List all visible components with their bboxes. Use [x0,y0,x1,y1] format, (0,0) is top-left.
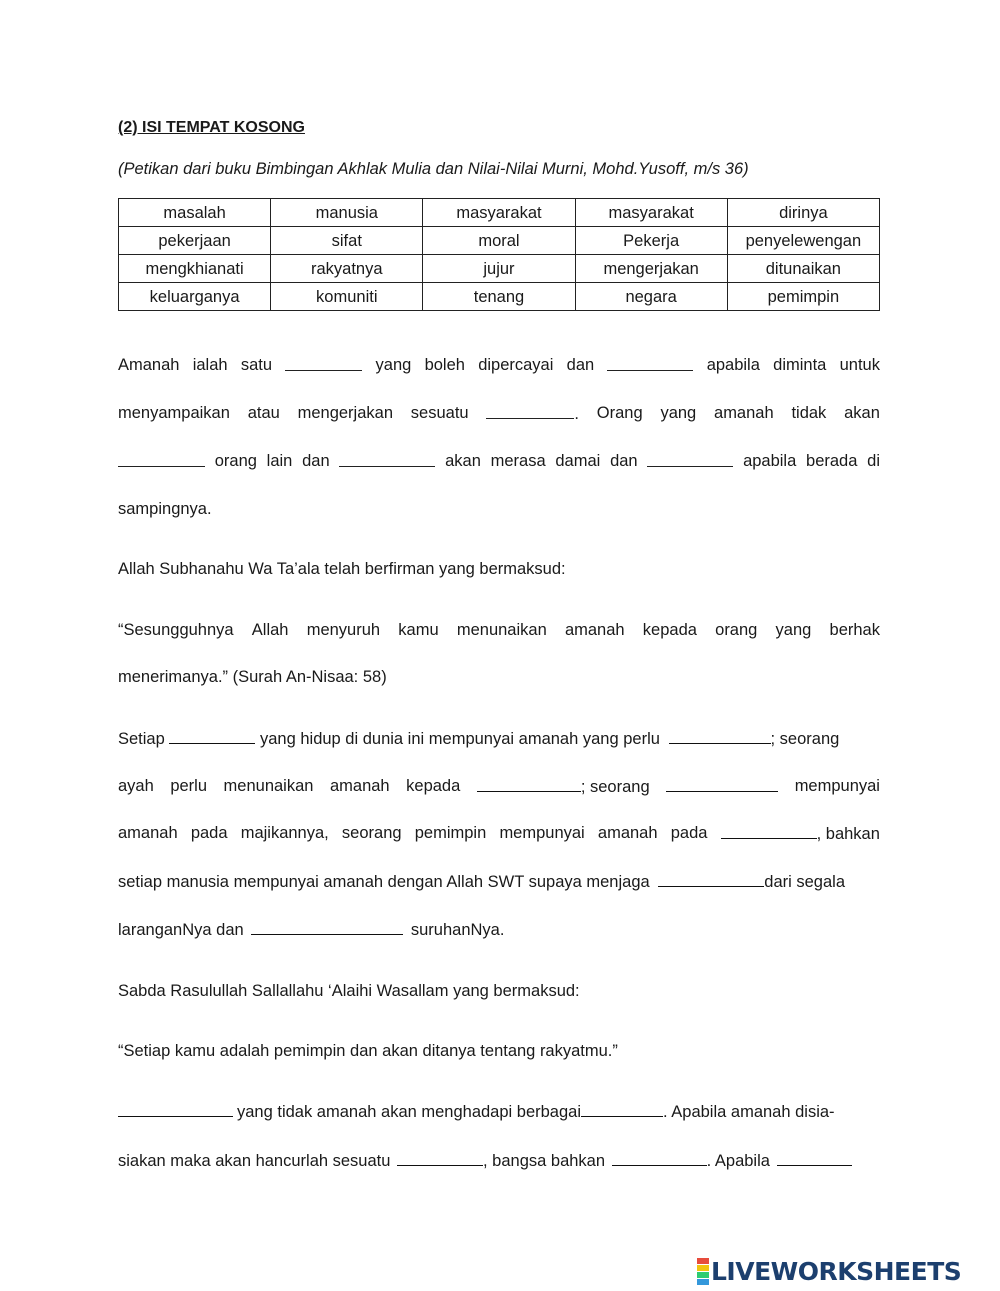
table-cell: Pekerja [575,227,727,255]
table-cell: moral [423,227,575,255]
liveworksheets-logo [697,1256,961,1286]
table-row [119,227,880,255]
quote1-line1: “Sesungguhnya Allah menyuruh kamu menunaikan amanah kepada orang yang berhak [118,621,880,639]
section-heading: (2) ISI TEMPAT KOSONG [118,119,305,136]
allah-intro: Allah Subhanahu Wa Ta’ala telah berfirman yang bermaksud: [118,560,566,578]
table-cell: keluarganya [119,283,271,311]
table-cell: penyelewengan [727,227,879,255]
table-row [119,255,880,283]
blank-input[interactable] [169,726,255,744]
paragraph3-line2: siakan maka akan hancurlah sesuatu , bangsa bahkan . Apabila [118,1148,880,1172]
paragraph1-line3: orang lain dan akan merasa damai dan apabila berada di [118,449,880,473]
table-cell: pemimpin [727,283,879,311]
blank-input[interactable] [612,1148,707,1166]
blank-input[interactable] [118,1099,233,1117]
paragraph2-line4: setiap manusia mempunyai amanah dengan Allah SWT supaya menjaga dari segala [118,869,880,893]
blank-input[interactable] [285,353,362,371]
paragraph1-line1: Amanah ialah satu yang boleh dipercayai dan apabila diminta untuk [118,353,880,377]
source-citation: (Petikan dari buku Bimbingan Akhlak Mulia dan Nilai-Nilai Murni, Mohd.Yusoff, m/s 36) [118,160,749,178]
blank-input[interactable] [251,917,403,935]
table-cell: tenang [423,283,575,311]
table-cell: komuniti [271,283,423,311]
blank-input[interactable] [669,726,771,744]
rasul-intro: Sabda Rasulullah Sallallahu ‘Alaihi Wasallam yang bermaksud: [118,982,580,1000]
table-cell: mengerjakan [575,255,727,283]
blank-input[interactable] [607,353,693,371]
paragraph3-line1: yang tidak amanah akan menghadapi berbagai . Apabila amanah disia- [118,1099,880,1123]
table-cell: rakyatnya [271,255,423,283]
paragraph1-line2: menyampaikan atau mengerjakan sesuatu . Orang yang amanah tidak akan [118,401,880,425]
blank-input[interactable] [647,449,733,467]
quote2: “Setiap kamu adalah pemimpin dan akan ditanya tentang rakyatmu.” [118,1042,618,1060]
table-cell: pekerjaan [119,227,271,255]
word-bank-table [118,198,880,311]
table-row [119,199,880,227]
table-cell: dirinya [727,199,879,227]
blank-input[interactable] [118,449,205,467]
table-cell: sifat [271,227,423,255]
blank-input[interactable] [477,774,581,792]
paragraph2-line2: ayah perlu menunaikan amanah kepada ; seorang mempunyai [118,774,880,798]
blank-input[interactable] [581,1099,663,1117]
table-row [119,283,880,311]
quote1-line2: menerimanya.” (Surah An-Nisaa: 58) [118,668,387,686]
blank-input[interactable] [486,401,574,419]
logo-text: LIVEWORKSHEETS [711,1256,962,1286]
table-cell: manusia [271,199,423,227]
paragraph2-line3: amanah pada majikannya, seorang pemimpin mempunyai amanah pada , bahkan [118,821,880,845]
table-cell: masalah [119,199,271,227]
table-cell: masyarakat [423,199,575,227]
table-cell: ditunaikan [727,255,879,283]
blank-input[interactable] [777,1148,852,1166]
paragraph2-line1: Setiap yang hidup di dunia ini mempunyai amanah yang perlu ; seorang [118,726,880,750]
blank-input[interactable] [721,821,817,839]
paragraph2-line5: laranganNya dan suruhanNya. [118,917,880,941]
logo-mark-icon [697,1258,709,1285]
table-cell: mengkhianati [119,255,271,283]
blank-input[interactable] [666,774,778,792]
blank-input[interactable] [397,1148,483,1166]
blank-input[interactable] [658,869,764,887]
table-cell: masyarakat [575,199,727,227]
blank-input[interactable] [339,449,435,467]
paragraph1-line4: sampingnya. [118,500,212,518]
table-cell: jujur [423,255,575,283]
table-cell: negara [575,283,727,311]
